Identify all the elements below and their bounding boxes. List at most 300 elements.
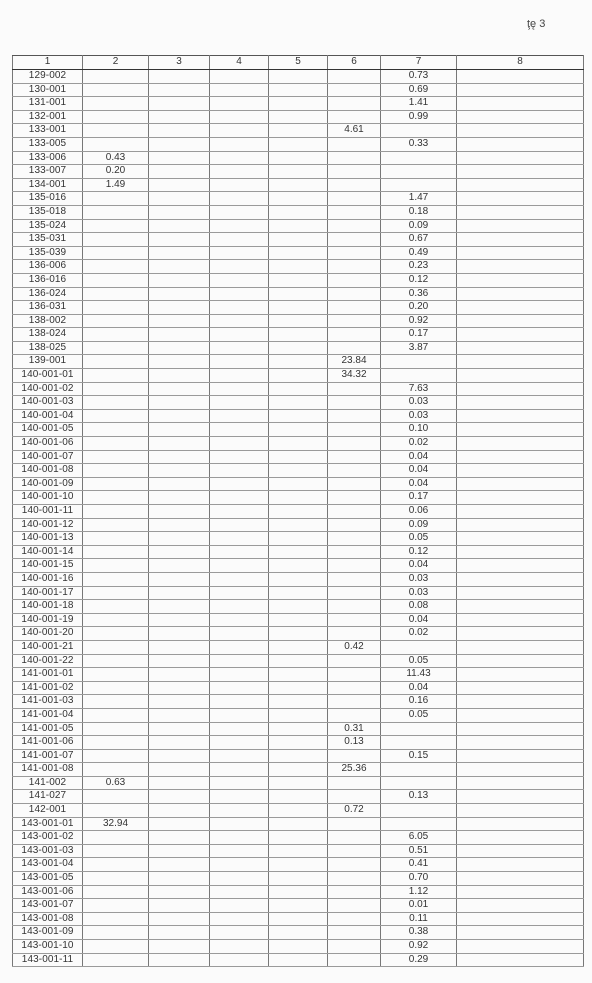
value-cell-col-6: [328, 437, 381, 451]
value-cell-col-7: 1.47: [381, 192, 457, 206]
value-cell-col-8: [457, 940, 584, 954]
value-cell-col-4: [210, 681, 269, 695]
value-cell-col-3: [149, 858, 210, 872]
value-cell-col-4: [210, 613, 269, 627]
value-cell-col-8: [457, 409, 584, 423]
value-cell-col-2: [83, 545, 149, 559]
value-cell-col-7: 0.13: [381, 790, 457, 804]
value-cell-col-8: [457, 477, 584, 491]
value-cell-col-4: [210, 137, 269, 151]
value-cell-col-3: [149, 328, 210, 342]
value-cell-col-7: 1.41: [381, 97, 457, 111]
value-cell-col-6: 25.36: [328, 763, 381, 777]
value-cell-col-3: [149, 885, 210, 899]
value-cell-col-7: [381, 776, 457, 790]
value-cell-col-3: [149, 600, 210, 614]
value-cell-col-3: [149, 246, 210, 260]
value-cell-col-7: 0.51: [381, 844, 457, 858]
value-cell-col-5: [269, 124, 328, 138]
table-row: [13, 722, 584, 736]
value-cell-col-4: [210, 899, 269, 913]
parcel-code-cell: 143-001-07: [13, 899, 83, 913]
value-cell-col-7: 0.41: [381, 858, 457, 872]
table-row: [13, 70, 584, 84]
value-cell-col-4: [210, 736, 269, 750]
value-cell-col-5: [269, 912, 328, 926]
value-cell-col-4: [210, 124, 269, 138]
value-cell-col-8: [457, 437, 584, 451]
value-cell-col-6: [328, 654, 381, 668]
value-cell-col-7: 0.29: [381, 953, 457, 967]
value-cell-col-4: [210, 817, 269, 831]
value-cell-col-3: [149, 559, 210, 573]
value-cell-col-5: [269, 722, 328, 736]
value-cell-col-4: [210, 437, 269, 451]
value-cell-col-7: 0.18: [381, 205, 457, 219]
value-cell-col-3: [149, 681, 210, 695]
value-cell-col-4: [210, 872, 269, 886]
value-cell-col-5: [269, 654, 328, 668]
value-cell-col-5: [269, 940, 328, 954]
value-cell-col-5: [269, 804, 328, 818]
parcel-code-cell: 140-001-05: [13, 423, 83, 437]
value-cell-col-6: [328, 97, 381, 111]
page-number: ţę 3: [527, 18, 546, 30]
value-cell-col-5: [269, 409, 328, 423]
table-row: [13, 246, 584, 260]
table-row: [13, 110, 584, 124]
value-cell-col-2: [83, 831, 149, 845]
column-header-8: 8: [457, 56, 584, 70]
value-cell-col-7: 7.63: [381, 382, 457, 396]
value-cell-col-3: [149, 831, 210, 845]
parcel-code-cell: 142-001: [13, 804, 83, 818]
value-cell-col-4: [210, 505, 269, 519]
parcel-code-cell: 133-005: [13, 137, 83, 151]
value-cell-col-6: [328, 70, 381, 84]
value-cell-col-5: [269, 287, 328, 301]
value-cell-col-7: 0.09: [381, 518, 457, 532]
value-cell-col-4: [210, 287, 269, 301]
value-cell-col-6: [328, 572, 381, 586]
value-cell-col-4: [210, 70, 269, 84]
value-cell-col-5: [269, 178, 328, 192]
value-cell-col-3: [149, 899, 210, 913]
table-row: [13, 219, 584, 233]
value-cell-col-8: [457, 246, 584, 260]
value-cell-col-2: [83, 273, 149, 287]
value-cell-col-4: [210, 396, 269, 410]
value-cell-col-3: [149, 301, 210, 315]
value-cell-col-8: [457, 749, 584, 763]
value-cell-col-3: [149, 273, 210, 287]
value-cell-col-4: [210, 192, 269, 206]
value-cell-col-2: [83, 872, 149, 886]
value-cell-col-2: [83, 450, 149, 464]
table-row: [13, 205, 584, 219]
table-row: [13, 341, 584, 355]
value-cell-col-7: 0.38: [381, 926, 457, 940]
parcel-code-cell: 141-001-06: [13, 736, 83, 750]
table-row: [13, 668, 584, 682]
value-cell-col-5: [269, 518, 328, 532]
value-cell-col-2: [83, 83, 149, 97]
value-cell-col-3: [149, 464, 210, 478]
table-row: [13, 518, 584, 532]
value-cell-col-7: 0.04: [381, 613, 457, 627]
value-cell-col-3: [149, 382, 210, 396]
value-cell-col-2: 1.49: [83, 178, 149, 192]
value-cell-col-2: [83, 437, 149, 451]
value-cell-col-5: [269, 613, 328, 627]
value-cell-col-2: [83, 355, 149, 369]
parcel-code-cell: 143-001-03: [13, 844, 83, 858]
value-cell-col-2: [83, 464, 149, 478]
value-cell-col-6: [328, 708, 381, 722]
value-cell-col-2: [83, 763, 149, 777]
value-cell-col-6: [328, 409, 381, 423]
value-cell-col-3: [149, 776, 210, 790]
value-cell-col-5: [269, 763, 328, 777]
value-cell-col-3: [149, 844, 210, 858]
value-cell-col-3: [149, 763, 210, 777]
parcel-code-cell: 140-001-01: [13, 369, 83, 383]
value-cell-col-2: 32.94: [83, 817, 149, 831]
parcel-code-cell: 140-001-15: [13, 559, 83, 573]
value-cell-col-5: [269, 233, 328, 247]
table-row: [13, 627, 584, 641]
value-cell-col-6: 0.31: [328, 722, 381, 736]
value-cell-col-5: [269, 246, 328, 260]
value-cell-col-5: [269, 586, 328, 600]
value-cell-col-7: 0.10: [381, 423, 457, 437]
value-cell-col-4: [210, 831, 269, 845]
table-row: [13, 736, 584, 750]
value-cell-col-8: [457, 817, 584, 831]
value-cell-col-8: [457, 654, 584, 668]
parcel-code-cell: 135-016: [13, 192, 83, 206]
value-cell-col-3: [149, 749, 210, 763]
value-cell-col-8: [457, 572, 584, 586]
value-cell-col-8: [457, 953, 584, 967]
value-cell-col-6: [328, 858, 381, 872]
parcel-code-cell: 138-002: [13, 314, 83, 328]
value-cell-col-8: [457, 708, 584, 722]
value-cell-col-2: [83, 314, 149, 328]
value-cell-col-2: [83, 640, 149, 654]
value-cell-col-6: [328, 505, 381, 519]
value-cell-col-6: [328, 491, 381, 505]
value-cell-col-4: [210, 382, 269, 396]
value-cell-col-2: [83, 572, 149, 586]
value-cell-col-5: [269, 790, 328, 804]
value-cell-col-3: [149, 396, 210, 410]
value-cell-col-7: 0.04: [381, 450, 457, 464]
value-cell-col-3: [149, 437, 210, 451]
value-cell-col-6: [328, 885, 381, 899]
value-cell-col-2: [83, 192, 149, 206]
value-cell-col-8: [457, 505, 584, 519]
table-row: [13, 151, 584, 165]
value-cell-col-2: [83, 586, 149, 600]
value-cell-col-7: 0.09: [381, 219, 457, 233]
value-cell-col-6: [328, 627, 381, 641]
table-row: [13, 613, 584, 627]
value-cell-col-6: [328, 518, 381, 532]
value-cell-col-7: 0.03: [381, 572, 457, 586]
value-cell-col-6: [328, 926, 381, 940]
value-cell-col-4: [210, 844, 269, 858]
value-cell-col-6: [328, 314, 381, 328]
value-cell-col-2: [83, 681, 149, 695]
parcel-code-cell: 135-024: [13, 219, 83, 233]
value-cell-col-4: [210, 464, 269, 478]
value-cell-col-4: [210, 355, 269, 369]
value-cell-col-6: [328, 681, 381, 695]
value-cell-col-3: [149, 586, 210, 600]
parcel-code-cell: 143-001-10: [13, 940, 83, 954]
value-cell-col-5: [269, 844, 328, 858]
value-cell-col-3: [149, 695, 210, 709]
value-cell-col-8: [457, 790, 584, 804]
value-cell-col-4: [210, 301, 269, 315]
value-cell-col-4: [210, 858, 269, 872]
value-cell-col-4: [210, 341, 269, 355]
value-cell-col-8: [457, 341, 584, 355]
value-cell-col-2: [83, 396, 149, 410]
parcel-code-cell: 138-024: [13, 328, 83, 342]
parcel-code-cell: 140-001-22: [13, 654, 83, 668]
value-cell-col-4: [210, 151, 269, 165]
parcel-code-cell: 140-001-10: [13, 491, 83, 505]
parcel-code-cell: 135-018: [13, 205, 83, 219]
value-cell-col-5: [269, 640, 328, 654]
parcel-code-cell: 136-006: [13, 260, 83, 274]
value-cell-col-2: [83, 70, 149, 84]
table-row: [13, 382, 584, 396]
parcel-code-cell: 132-001: [13, 110, 83, 124]
value-cell-col-7: [381, 165, 457, 179]
value-cell-col-5: [269, 137, 328, 151]
table-row: [13, 450, 584, 464]
table-row: [13, 844, 584, 858]
value-cell-col-6: [328, 912, 381, 926]
value-cell-col-4: [210, 627, 269, 641]
value-cell-col-4: [210, 940, 269, 954]
value-cell-col-7: 0.17: [381, 491, 457, 505]
value-cell-col-2: [83, 940, 149, 954]
value-cell-col-5: [269, 450, 328, 464]
value-cell-col-4: [210, 654, 269, 668]
value-cell-col-3: [149, 708, 210, 722]
value-cell-col-4: [210, 518, 269, 532]
value-cell-col-6: [328, 178, 381, 192]
table-row: [13, 233, 584, 247]
value-cell-col-3: [149, 97, 210, 111]
value-cell-col-6: [328, 831, 381, 845]
value-cell-col-6: [328, 790, 381, 804]
value-cell-col-5: [269, 355, 328, 369]
value-cell-col-4: [210, 219, 269, 233]
value-cell-col-3: [149, 110, 210, 124]
value-cell-col-3: [149, 736, 210, 750]
value-cell-col-5: [269, 776, 328, 790]
value-cell-col-5: [269, 749, 328, 763]
value-cell-col-8: [457, 763, 584, 777]
parcel-code-cell: 129-002: [13, 70, 83, 84]
parcel-code-cell: 140-001-08: [13, 464, 83, 478]
value-cell-col-7: 0.49: [381, 246, 457, 260]
value-cell-col-8: [457, 287, 584, 301]
value-cell-col-4: [210, 369, 269, 383]
value-cell-col-3: [149, 423, 210, 437]
value-cell-col-8: [457, 396, 584, 410]
value-cell-col-3: [149, 804, 210, 818]
value-cell-col-6: [328, 940, 381, 954]
value-cell-col-5: [269, 328, 328, 342]
value-cell-col-2: [83, 722, 149, 736]
value-cell-col-7: 0.06: [381, 505, 457, 519]
table-row: [13, 355, 584, 369]
value-cell-col-4: [210, 328, 269, 342]
value-cell-col-4: [210, 708, 269, 722]
parcel-code-cell: 140-001-03: [13, 396, 83, 410]
value-cell-col-5: [269, 817, 328, 831]
value-cell-col-5: [269, 627, 328, 641]
table-row: [13, 301, 584, 315]
value-cell-col-2: [83, 858, 149, 872]
value-cell-col-5: [269, 219, 328, 233]
table-row: [13, 137, 584, 151]
table-row: [13, 314, 584, 328]
parcel-code-cell: 141-002: [13, 776, 83, 790]
value-cell-col-3: [149, 205, 210, 219]
value-cell-col-3: [149, 137, 210, 151]
value-cell-col-7: 0.04: [381, 464, 457, 478]
value-cell-col-3: [149, 260, 210, 274]
value-cell-col-7: 0.33: [381, 137, 457, 151]
value-cell-col-8: [457, 178, 584, 192]
value-cell-col-4: [210, 205, 269, 219]
column-header-3: 3: [149, 56, 210, 70]
value-cell-col-2: [83, 97, 149, 111]
value-cell-col-6: [328, 477, 381, 491]
value-cell-col-8: [457, 124, 584, 138]
parcel-code-cell: 140-001-21: [13, 640, 83, 654]
value-cell-col-6: 4.61: [328, 124, 381, 138]
table-row: [13, 423, 584, 437]
value-cell-col-4: [210, 586, 269, 600]
value-cell-col-8: [457, 192, 584, 206]
value-cell-col-8: [457, 872, 584, 886]
value-cell-col-5: [269, 736, 328, 750]
value-cell-col-4: [210, 260, 269, 274]
value-cell-col-8: [457, 681, 584, 695]
value-cell-col-6: [328, 260, 381, 274]
value-cell-col-4: [210, 640, 269, 654]
table-row: [13, 940, 584, 954]
value-cell-col-2: [83, 246, 149, 260]
table-row: [13, 369, 584, 383]
value-cell-col-8: [457, 70, 584, 84]
value-cell-col-6: [328, 450, 381, 464]
value-cell-col-2: 0.63: [83, 776, 149, 790]
value-cell-col-6: [328, 110, 381, 124]
column-header-6: 6: [328, 56, 381, 70]
table-row: [13, 287, 584, 301]
table-row: [13, 477, 584, 491]
value-cell-col-6: [328, 899, 381, 913]
value-cell-col-5: [269, 437, 328, 451]
value-cell-col-3: [149, 219, 210, 233]
value-cell-col-5: [269, 885, 328, 899]
table-row: [13, 831, 584, 845]
value-cell-col-3: [149, 545, 210, 559]
column-header-5: 5: [269, 56, 328, 70]
value-cell-col-7: [381, 124, 457, 138]
value-cell-col-8: [457, 695, 584, 709]
value-cell-col-6: [328, 844, 381, 858]
table-row: [13, 505, 584, 519]
value-cell-col-4: [210, 450, 269, 464]
value-cell-col-6: [328, 953, 381, 967]
value-cell-col-8: [457, 586, 584, 600]
parcel-code-cell: 140-001-09: [13, 477, 83, 491]
value-cell-col-8: [457, 314, 584, 328]
value-cell-col-7: [381, 355, 457, 369]
value-cell-col-8: [457, 776, 584, 790]
value-cell-col-2: [83, 110, 149, 124]
column-header-4: 4: [210, 56, 269, 70]
value-cell-col-7: [381, 151, 457, 165]
value-cell-col-2: [83, 654, 149, 668]
value-cell-col-8: [457, 423, 584, 437]
value-cell-col-7: 0.12: [381, 273, 457, 287]
value-cell-col-3: [149, 722, 210, 736]
value-cell-col-3: [149, 151, 210, 165]
value-cell-col-2: 0.20: [83, 165, 149, 179]
parcel-code-cell: 140-001-19: [13, 613, 83, 627]
value-cell-col-2: [83, 328, 149, 342]
value-cell-col-7: 0.69: [381, 83, 457, 97]
value-cell-col-4: [210, 776, 269, 790]
value-cell-col-4: [210, 804, 269, 818]
value-cell-col-7: 0.16: [381, 695, 457, 709]
parcel-code-cell: 140-001-06: [13, 437, 83, 451]
value-cell-col-4: [210, 246, 269, 260]
value-cell-col-8: [457, 532, 584, 546]
parcel-code-cell: 141-001-03: [13, 695, 83, 709]
value-cell-col-7: 1.12: [381, 885, 457, 899]
parcel-code-cell: 141-001-05: [13, 722, 83, 736]
value-cell-col-4: [210, 912, 269, 926]
parcel-code-cell: 143-001-01: [13, 817, 83, 831]
value-cell-col-6: [328, 559, 381, 573]
value-cell-col-3: [149, 640, 210, 654]
value-cell-col-4: [210, 314, 269, 328]
table-row: [13, 708, 584, 722]
value-cell-col-8: [457, 464, 584, 478]
value-cell-col-8: [457, 301, 584, 315]
parcel-code-cell: 140-001-20: [13, 627, 83, 641]
parcel-code-cell: 133-001: [13, 124, 83, 138]
value-cell-col-2: [83, 137, 149, 151]
value-cell-col-5: [269, 491, 328, 505]
value-cell-col-6: [328, 151, 381, 165]
value-cell-col-4: [210, 273, 269, 287]
value-cell-col-4: [210, 477, 269, 491]
value-cell-col-8: [457, 844, 584, 858]
